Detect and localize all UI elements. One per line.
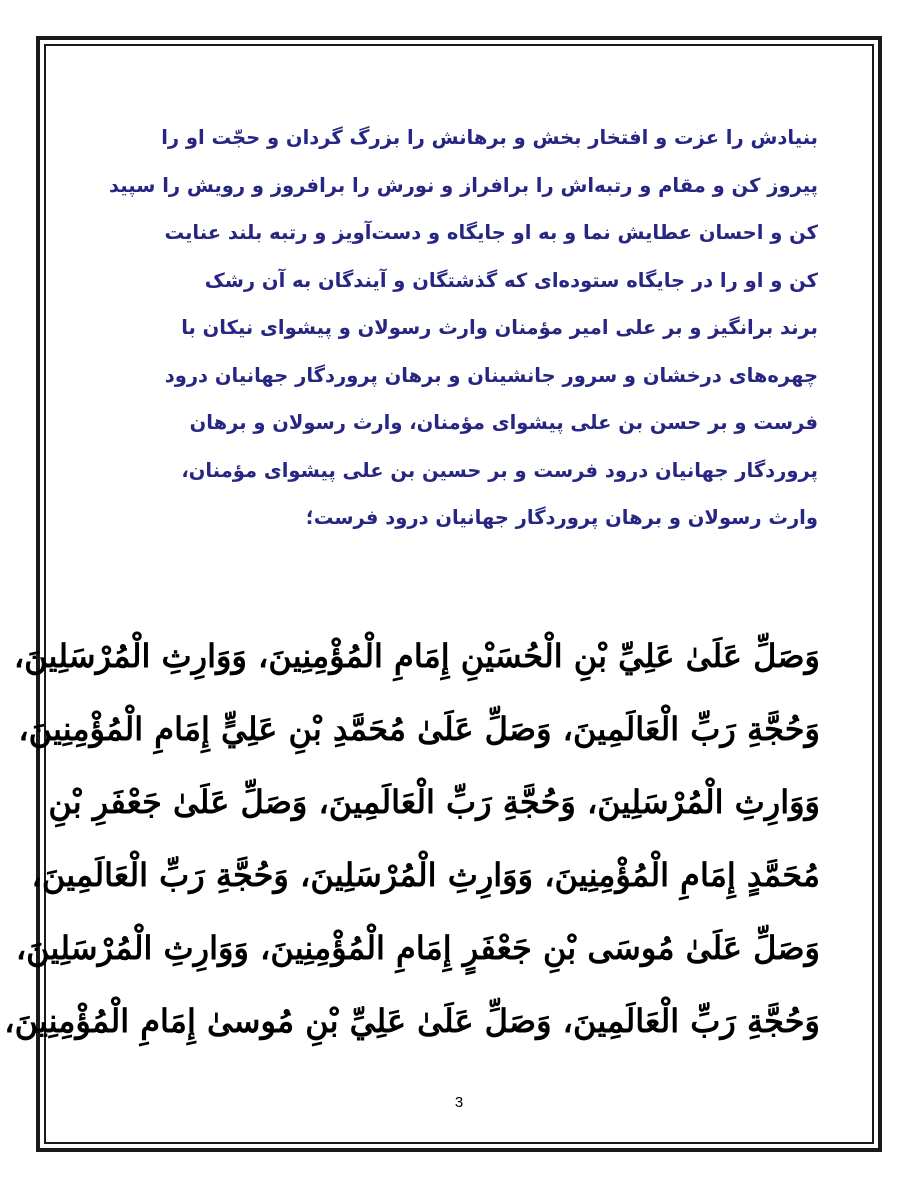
persian-line: وارث رسولان و برهان پروردگار جهانیان درود فرست؛ [305, 506, 818, 529]
persian-line: پیروز کن و مقام و رتبه‌اش را برافراز و نورش را برافروز و رویش را سپید [109, 173, 818, 197]
persian-line: بنیادش را عزت و افتخار بخش و برهانش را بزرگ گردان و حجّت او را [161, 126, 818, 149]
arabic-supplication-text [4, 620, 820, 1058]
persian-line: کن و احسان عطایش نما و به او جایگاه و دست‌آویز و رتبه بلند عنایت [164, 221, 818, 244]
persian-line: برند برانگیز و بر علی امیر مؤمنان وارث رسولان و پیشوای نیکان با [181, 316, 818, 339]
arabic-line: وَوَارِثِ الْمُرْسَلِينَ، وَحُجَّةِ رَبِّ الْعَالَمِينَ، وَصَلِّ عَلَىٰ جَعْفَرِ بْنِ [48, 783, 820, 821]
persian-line: چهره‌های درخشان و سرور جانشینان و برهان پروردگار جهانیان درود [164, 363, 818, 387]
persian-line: فرست و بر حسن بن علی پیشوای مؤمنان، وارث رسولان و برهان [189, 411, 818, 434]
persian-line: پروردگار جهانیان درود فرست و بر حسین بن علی پیشوای مؤمنان، [181, 458, 818, 482]
arabic-line: وَحُجَّةِ رَبِّ الْعَالَمِينَ، وَصَلِّ عَلَىٰ مُحَمَّدِ بْنِ عَلِيٍّ إِمَامِ الْمُؤْمِنِينَ، [18, 710, 820, 748]
arabic-line: وَصَلِّ عَلَىٰ مُوسَى بْنِ جَعْفَرٍ إِمَامِ الْمُؤْمِنِينَ، وَوَارِثِ الْمُرْسَلِينَ، [15, 929, 820, 967]
persian-line: کن و او را در جایگاه ستوده‌ای که گذشتگان و آیندگان به آن رشک [204, 268, 818, 292]
persian-translation [100, 114, 818, 542]
page-number: 3 [454, 1094, 464, 1111]
arabic-line: وَحُجَّةِ رَبِّ الْعَالَمِينَ، وَصَلِّ عَلَىٰ عَلِيِّ بْنِ مُوسىٰ إِمَامِ الْمُؤْمِنِينَ، [4, 1002, 820, 1040]
arabic-line: وَصَلِّ عَلَىٰ عَلِيِّ بْنِ الْحُسَيْنِ إِمَامِ الْمُؤْمِنِينَ، وَوَارِثِ الْمُرْسَلِينَ، [13, 637, 820, 675]
arabic-line: مُحَمَّدٍ إِمَامِ الْمُؤْمِنِينَ، وَوَارِثِ الْمُرْسَلِينَ، وَحُجَّةِ رَبِّ الْعَالَمِينَ، [31, 856, 820, 894]
